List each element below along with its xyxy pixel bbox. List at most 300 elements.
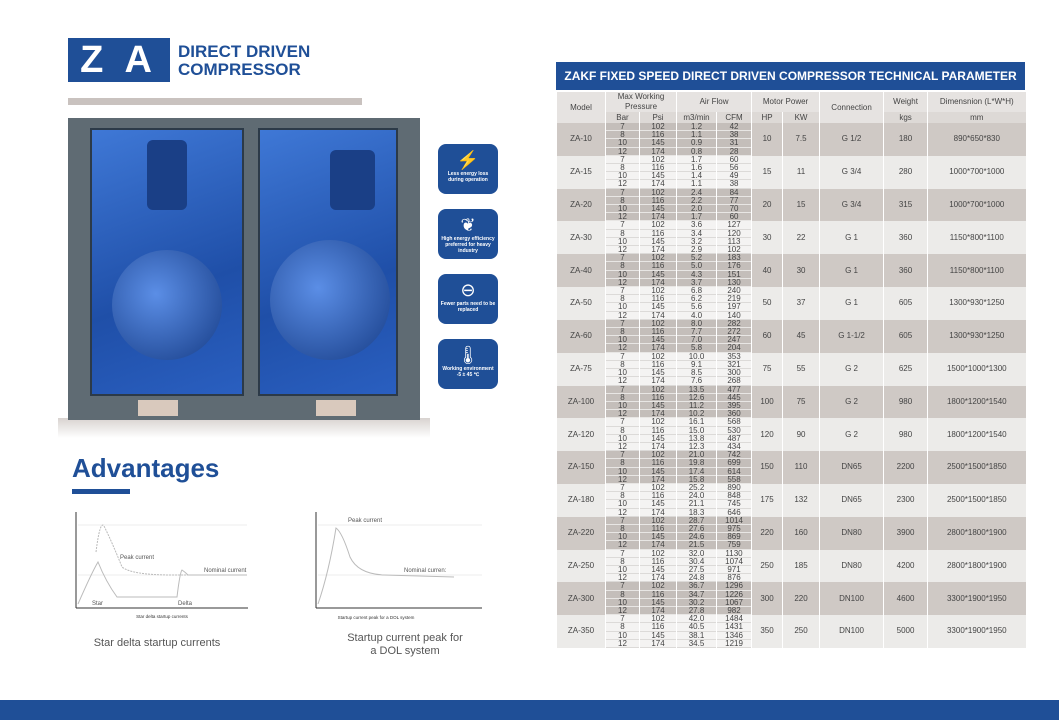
connection-cell: DN80 (820, 517, 884, 550)
m3-cell: 27.6 (677, 525, 717, 533)
dimension-cell: 2800*1800*1900 (928, 550, 1026, 583)
cfm-cell: 487 (717, 435, 752, 443)
header-motor: Motor Power (752, 92, 820, 112)
bar-cell: 10 (606, 533, 640, 541)
weight-cell: 360 (884, 254, 928, 287)
table-row (557, 156, 1026, 164)
header-mm: mm (928, 112, 1026, 123)
model-cell: ZA-60 (557, 320, 606, 353)
m3-cell: 11.2 (677, 402, 717, 410)
header-psi: Psi (640, 112, 677, 123)
bar-cell: 7 (606, 550, 640, 558)
m3-cell: 8.5 (677, 369, 717, 377)
psi-cell: 116 (640, 262, 677, 270)
psi-cell: 102 (640, 451, 677, 459)
cfm-cell: 869 (717, 533, 752, 541)
motor (112, 250, 222, 360)
weight-cell: 605 (884, 287, 928, 320)
cfm-cell: 84 (717, 189, 752, 197)
kw-cell: 45 (783, 320, 820, 353)
psi-cell: 174 (640, 377, 677, 385)
cfm-cell: 742 (717, 451, 752, 459)
psi-cell: 116 (640, 623, 677, 631)
psi-cell: 102 (640, 582, 677, 590)
psi-cell: 174 (640, 607, 677, 615)
bar-cell: 8 (606, 262, 640, 270)
model-cell: ZA-300 (557, 582, 606, 615)
m3-cell: 1.7 (677, 156, 717, 164)
cfm-cell: 38 (717, 131, 752, 139)
m3-cell: 21.0 (677, 451, 717, 459)
cfm-cell: 1067 (717, 599, 752, 607)
cfm-cell: 745 (717, 500, 752, 508)
spec-table (556, 92, 1026, 648)
star-delta-chart (72, 512, 272, 622)
connection-cell: DN65 (820, 484, 884, 517)
connection-cell: DN100 (820, 582, 884, 615)
cfm-cell: 140 (717, 312, 752, 320)
bar-cell: 12 (606, 410, 640, 418)
header-bar: Bar (606, 112, 640, 123)
chart1-caption: Star delta startup currents (93, 637, 221, 649)
model-cell: ZA-50 (557, 287, 606, 320)
bar-cell: 8 (606, 591, 640, 599)
bar-cell: 12 (606, 476, 640, 484)
cfm-cell: 614 (717, 468, 752, 476)
weight-cell: 4600 (884, 582, 928, 615)
bar-cell: 10 (606, 172, 640, 180)
footer-bar (0, 700, 1059, 720)
m3-cell: 13.5 (677, 386, 717, 394)
cfm-cell: 1226 (717, 591, 752, 599)
psi-cell: 102 (640, 418, 677, 426)
m3-cell: 1.1 (677, 180, 717, 188)
cfm-cell: 176 (717, 262, 752, 270)
hp-cell: 50 (752, 287, 783, 320)
kw-cell: 7.5 (783, 123, 820, 156)
header-cfm: CFM (717, 112, 752, 123)
psi-cell: 102 (640, 320, 677, 328)
psi-cell: 116 (640, 328, 677, 336)
bar-cell: 7 (606, 353, 640, 361)
weight-cell: 605 (884, 320, 928, 353)
m3-cell: 34.7 (677, 591, 717, 599)
header-weight: Weight (884, 92, 928, 112)
feature-energy-loss (438, 144, 498, 194)
feature-label: Fewer parts need to be replaced (440, 301, 496, 313)
hp-cell: 40 (752, 254, 783, 287)
cfm-cell: 49 (717, 172, 752, 180)
header-model: Model (557, 92, 606, 123)
delta-label: Delta (178, 601, 193, 607)
cfm-cell: 272 (717, 328, 752, 336)
psi-cell: 145 (640, 599, 677, 607)
thermometer-icon: 🌡 (456, 345, 480, 365)
header-m3: m3/min (677, 112, 717, 123)
dimension-cell: 1500*1000*1300 (928, 353, 1026, 386)
foot (138, 400, 178, 416)
kw-cell: 185 (783, 550, 820, 583)
table-row (557, 353, 1026, 361)
dimension-cell: 3300*1900*1950 (928, 615, 1026, 648)
bar-cell: 7 (606, 254, 640, 262)
table-row (557, 123, 1026, 131)
lightning-icon: ⚡ (456, 150, 480, 170)
cfm-cell: 1014 (717, 517, 752, 525)
cfm-cell: 219 (717, 295, 752, 303)
table-row (557, 386, 1026, 394)
model-cell: ZA-40 (557, 254, 606, 287)
feature-fewer-parts (438, 274, 498, 324)
bar-cell: 7 (606, 320, 640, 328)
psi-cell: 145 (640, 303, 677, 311)
hp-cell: 60 (752, 320, 783, 353)
connection-cell: G 2 (820, 353, 884, 386)
cfm-cell: 282 (717, 320, 752, 328)
connection-cell: G 2 (820, 386, 884, 419)
model-cell: ZA-100 (557, 386, 606, 419)
m3-cell: 5.0 (677, 262, 717, 270)
hp-cell: 150 (752, 451, 783, 484)
shadow (58, 418, 430, 438)
cfm-cell: 321 (717, 361, 752, 369)
cfm-cell: 890 (717, 484, 752, 492)
minus-circle-icon: ⊖ (460, 280, 476, 300)
psi-cell: 174 (640, 246, 677, 254)
advantages-underline (72, 489, 130, 494)
m3-cell: 24.0 (677, 492, 717, 500)
cfm-cell: 445 (717, 394, 752, 402)
table-body (557, 123, 1026, 648)
weight-cell: 360 (884, 221, 928, 254)
feature-efficiency (438, 209, 498, 259)
bar-cell: 10 (606, 402, 640, 410)
bar-cell: 7 (606, 156, 640, 164)
dimension-cell: 1300*930*1250 (928, 287, 1026, 320)
feature-label: Less energy loss during operation (447, 171, 489, 183)
cfm-cell: 247 (717, 336, 752, 344)
psi-cell: 174 (640, 312, 677, 320)
bar-cell: 12 (606, 640, 640, 648)
cfm-cell: 395 (717, 402, 752, 410)
m3-cell: 24.8 (677, 574, 717, 582)
bar-cell: 7 (606, 582, 640, 590)
bar-cell: 10 (606, 205, 640, 213)
table-row (557, 582, 1026, 590)
m3-cell: 5.2 (677, 254, 717, 262)
cfm-cell: 1074 (717, 558, 752, 566)
cfm-cell: 477 (717, 386, 752, 394)
cfm-cell: 38 (717, 180, 752, 188)
m3-cell: 42.0 (677, 615, 717, 623)
psi-cell: 116 (640, 295, 677, 303)
connection-cell: G 1 (820, 287, 884, 320)
bar-cell: 12 (606, 148, 640, 156)
psi-cell: 102 (640, 254, 677, 262)
kw-cell: 11 (783, 156, 820, 189)
table-row (557, 451, 1026, 459)
dimension-cell: 1150*800*1100 (928, 221, 1026, 254)
bar-cell: 10 (606, 303, 640, 311)
m3-cell: 32.0 (677, 550, 717, 558)
dol-chart (314, 512, 484, 622)
m3-cell: 0.8 (677, 148, 717, 156)
m3-cell: 1.7 (677, 213, 717, 221)
bar-cell: 12 (606, 574, 640, 582)
dimension-cell: 1150*800*1100 (928, 254, 1026, 287)
psi-cell: 145 (640, 566, 677, 574)
m3-cell: 6.8 (677, 287, 717, 295)
m3-cell: 2.2 (677, 197, 717, 205)
psi-cell: 116 (640, 361, 677, 369)
psi-cell: 116 (640, 164, 677, 172)
weight-cell: 4200 (884, 550, 928, 583)
psi-cell: 145 (640, 435, 677, 443)
dol-curve (318, 528, 454, 604)
feature-icons (438, 144, 498, 404)
psi-cell: 174 (640, 148, 677, 156)
psi-cell: 145 (640, 271, 677, 279)
bar-cell: 12 (606, 279, 640, 287)
psi-cell: 174 (640, 541, 677, 549)
kw-cell: 110 (783, 451, 820, 484)
psi-cell: 116 (640, 558, 677, 566)
m3-cell: 6.2 (677, 295, 717, 303)
kw-cell: 132 (783, 484, 820, 517)
cfm-cell: 77 (717, 197, 752, 205)
compressor-image (68, 118, 420, 420)
bar-cell: 7 (606, 221, 640, 229)
cfm-cell: 120 (717, 230, 752, 238)
cfm-cell: 876 (717, 574, 752, 582)
bar-cell: 8 (606, 328, 640, 336)
table-row (557, 189, 1026, 197)
dimension-cell: 2500*1500*1850 (928, 484, 1026, 517)
m3-cell: 3.7 (677, 279, 717, 287)
cfm-cell: 113 (717, 238, 752, 246)
cfm-cell: 434 (717, 443, 752, 451)
compressor-right-view (258, 128, 398, 396)
connection-cell: G 3/4 (820, 156, 884, 189)
bar-cell: 7 (606, 615, 640, 623)
psi-cell: 116 (640, 427, 677, 435)
psi-cell: 102 (640, 123, 677, 131)
m3-cell: 21.5 (677, 541, 717, 549)
advantages-heading: Advantages (72, 453, 220, 483)
bar-cell: 10 (606, 369, 640, 377)
cfm-cell: 127 (717, 221, 752, 229)
psi-cell: 116 (640, 230, 677, 238)
psi-cell: 145 (640, 205, 677, 213)
cfm-cell: 971 (717, 566, 752, 574)
model-cell: ZA-15 (557, 156, 606, 189)
m3-cell: 28.7 (677, 517, 717, 525)
m3-cell: 30.4 (677, 558, 717, 566)
bar-cell: 8 (606, 230, 640, 238)
m3-cell: 1.2 (677, 123, 717, 131)
bar-cell: 7 (606, 418, 640, 426)
cfm-cell: 60 (717, 156, 752, 164)
cfm-cell: 42 (717, 123, 752, 131)
bar-cell: 12 (606, 246, 640, 254)
kw-cell: 220 (783, 582, 820, 615)
m3-cell: 3.6 (677, 221, 717, 229)
cfm-cell: 268 (717, 377, 752, 385)
psi-cell: 102 (640, 221, 677, 229)
table-row (557, 221, 1026, 229)
bar-cell: 12 (606, 509, 640, 517)
m3-cell: 2.0 (677, 205, 717, 213)
psi-cell: 174 (640, 443, 677, 451)
airend (330, 150, 375, 210)
m3-cell: 27.8 (677, 607, 717, 615)
psi-cell: 116 (640, 131, 677, 139)
psi-cell: 116 (640, 492, 677, 500)
motor (270, 240, 390, 360)
dimension-cell: 1000*700*1000 (928, 189, 1026, 222)
psi-cell: 174 (640, 640, 677, 648)
hp-cell: 300 (752, 582, 783, 615)
hp-cell: 15 (752, 156, 783, 189)
kw-cell: 55 (783, 353, 820, 386)
m3-cell: 25.2 (677, 484, 717, 492)
header-kw: KW (783, 112, 820, 123)
psi-cell: 102 (640, 386, 677, 394)
bar-cell: 10 (606, 238, 640, 246)
foot (316, 400, 356, 416)
m3-cell: 2.9 (677, 246, 717, 254)
m3-cell: 8.0 (677, 320, 717, 328)
m3-cell: 1.6 (677, 164, 717, 172)
weight-cell: 280 (884, 156, 928, 189)
feature-label: High energy efficiency preferred for heavy industry (441, 236, 495, 254)
model-cell: ZA-220 (557, 517, 606, 550)
m3-cell: 0.9 (677, 139, 717, 147)
cfm-cell: 1130 (717, 550, 752, 558)
psi-cell: 174 (640, 344, 677, 352)
bar-cell: 12 (606, 344, 640, 352)
psi-cell: 102 (640, 156, 677, 164)
bar-cell: 8 (606, 427, 640, 435)
hp-cell: 250 (752, 550, 783, 583)
bar-cell: 8 (606, 492, 640, 500)
cfm-cell: 1484 (717, 615, 752, 623)
cfm-cell: 568 (717, 418, 752, 426)
bar-cell: 10 (606, 468, 640, 476)
bar-cell: 8 (606, 525, 640, 533)
header-dimension: Dimensnion (L*W*H) (928, 92, 1026, 112)
bar-cell: 8 (606, 623, 640, 631)
bar-cell: 8 (606, 295, 640, 303)
hp-cell: 120 (752, 418, 783, 451)
m3-cell: 17.4 (677, 468, 717, 476)
kw-cell: 160 (783, 517, 820, 550)
model-cell: ZA-10 (557, 123, 606, 156)
cfm-cell: 848 (717, 492, 752, 500)
bar-cell: 7 (606, 123, 640, 131)
m3-cell: 7.0 (677, 336, 717, 344)
cfm-cell: 197 (717, 303, 752, 311)
cfm-cell: 1431 (717, 623, 752, 631)
bar-cell: 8 (606, 394, 640, 402)
connection-cell: G 1-1/2 (820, 320, 884, 353)
kw-cell: 15 (783, 189, 820, 222)
psi-cell: 174 (640, 180, 677, 188)
m3-cell: 10.0 (677, 353, 717, 361)
table-row (557, 550, 1026, 558)
bar-cell: 10 (606, 271, 640, 279)
header-pressure: Max Working Pressure (606, 92, 677, 112)
hp-cell: 220 (752, 517, 783, 550)
hp-cell: 75 (752, 353, 783, 386)
nominal-label: Nominal curren: (404, 568, 447, 574)
psi-cell: 174 (640, 213, 677, 221)
kw-cell: 250 (783, 615, 820, 648)
airend (147, 140, 187, 210)
bar-cell: 12 (606, 312, 640, 320)
m3-cell: 7.7 (677, 328, 717, 336)
bar-cell: 10 (606, 500, 640, 508)
hp-cell: 100 (752, 386, 783, 419)
m3-cell: 5.6 (677, 303, 717, 311)
bar-cell: 12 (606, 607, 640, 615)
psi-cell: 116 (640, 591, 677, 599)
psi-cell: 145 (640, 632, 677, 640)
header-kgs: kgs (884, 112, 928, 123)
chart2-caption (330, 632, 480, 658)
cfm-cell: 56 (717, 164, 752, 172)
connection-cell: G 3/4 (820, 189, 884, 222)
m3-cell: 3.4 (677, 230, 717, 238)
model-cell: ZA-75 (557, 353, 606, 386)
psi-cell: 145 (640, 500, 677, 508)
psi-cell: 174 (640, 574, 677, 582)
bar-cell: 7 (606, 386, 640, 394)
cfm-cell: 31 (717, 139, 752, 147)
connection-cell: DN100 (820, 615, 884, 648)
psi-cell: 102 (640, 484, 677, 492)
connection-cell: DN65 (820, 451, 884, 484)
product-title (178, 43, 378, 79)
bar-cell: 8 (606, 459, 640, 467)
m3-cell: 12.3 (677, 443, 717, 451)
table-row (557, 615, 1026, 623)
psi-cell: 116 (640, 525, 677, 533)
hp-cell: 30 (752, 221, 783, 254)
dimension-cell: 890*650*830 (928, 123, 1026, 156)
m3-cell: 12.6 (677, 394, 717, 402)
dimension-cell: 1800*1200*1540 (928, 418, 1026, 451)
cfm-cell: 204 (717, 344, 752, 352)
cfm-cell: 240 (717, 287, 752, 295)
bar-cell: 12 (606, 213, 640, 221)
m3-cell: 4.3 (677, 271, 717, 279)
psi-cell: 145 (640, 402, 677, 410)
m3-cell: 5.8 (677, 344, 717, 352)
chart-small-caption: Star delta startup currents (136, 614, 188, 619)
cfm-cell: 1346 (717, 632, 752, 640)
cfm-cell: 60 (717, 213, 752, 221)
cfm-cell: 360 (717, 410, 752, 418)
kw-cell: 22 (783, 221, 820, 254)
psi-cell: 116 (640, 197, 677, 205)
bar-cell: 8 (606, 361, 640, 369)
table-row (557, 254, 1026, 262)
header-connection: Connection (820, 92, 884, 123)
weight-cell: 315 (884, 189, 928, 222)
weight-cell: 180 (884, 123, 928, 156)
m3-cell: 3.2 (677, 238, 717, 246)
